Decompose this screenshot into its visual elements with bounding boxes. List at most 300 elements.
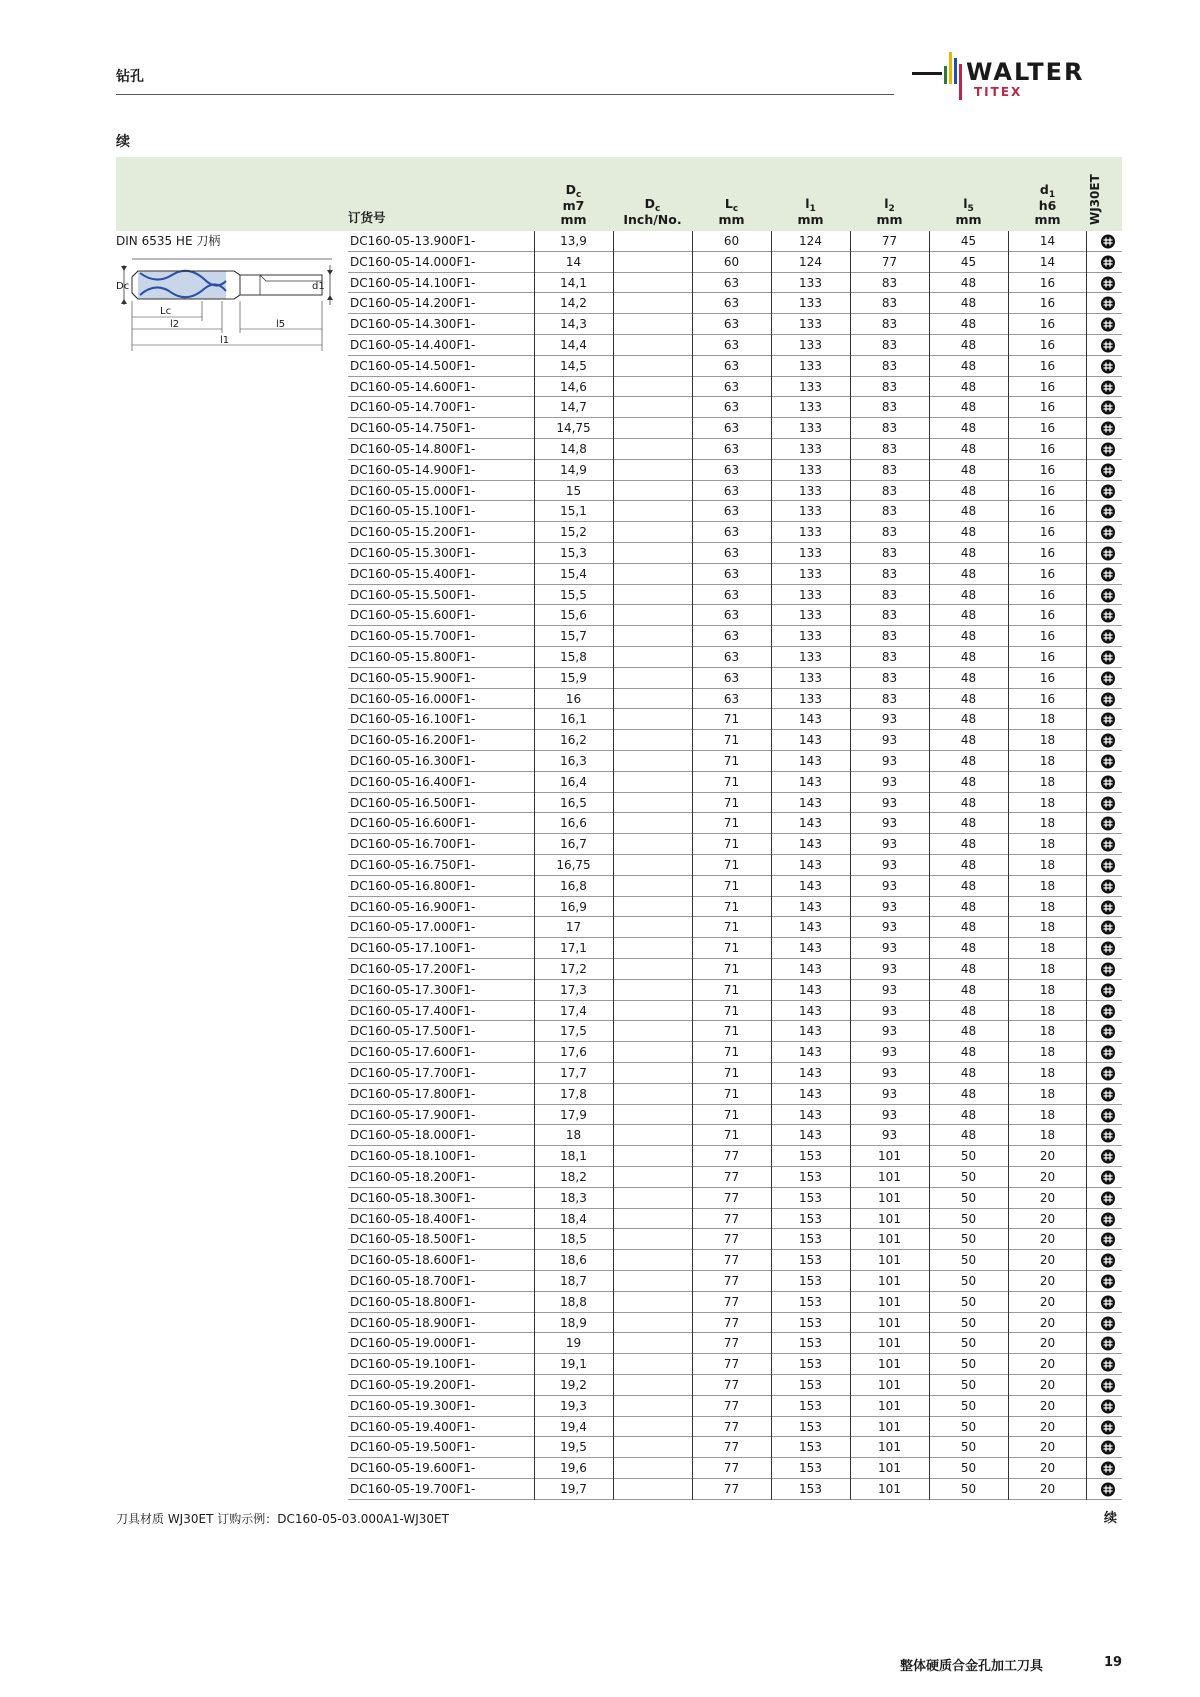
cell-lc: 60 (723, 234, 740, 248)
table-row (116, 897, 1122, 918)
cell-l1: 143 (799, 1003, 822, 1018)
stock-available-icon (1100, 1378, 1116, 1393)
column-divider (692, 231, 693, 1500)
cell-l2: 83 (881, 608, 898, 623)
logo-sub-text: TITEX (974, 85, 1023, 99)
cell-lc: 77 (723, 1274, 740, 1288)
cell-d1: 20 (1039, 1170, 1056, 1184)
cell-l2: 83 (881, 483, 898, 498)
cell-lc: 77 (723, 1315, 740, 1330)
cell-d1: 18 (1039, 712, 1056, 727)
cell-dc: 16,1 (560, 712, 587, 727)
cell-dc: 19,4 (560, 1419, 587, 1434)
stock-available-icon (1100, 983, 1116, 998)
table-row (116, 543, 1122, 564)
stock-available-icon (1100, 588, 1116, 603)
d1-tolerance: h6 (1038, 198, 1057, 213)
cell-l2: 93 (881, 1107, 898, 1122)
cell-d1: 18 (1039, 1086, 1056, 1101)
lc-subscript: c (732, 204, 739, 214)
col-header-dc-inch (613, 197, 692, 227)
cell-l5: 45 (960, 254, 977, 269)
cell-dc: 17,2 (560, 962, 587, 976)
cell-lc: 63 (723, 296, 740, 311)
cell-l2: 83 (881, 546, 898, 560)
stock-available-icon (1100, 671, 1116, 686)
cell-dc: 19,1 (560, 1357, 587, 1372)
table-row (116, 1292, 1122, 1313)
cell-dc: 19,6 (560, 1461, 587, 1476)
cell-l1: 133 (799, 296, 822, 311)
cell-dc: 18,9 (560, 1315, 587, 1330)
dci-symbol: D (644, 196, 656, 211)
cell-order-no: DC160-05-14.600F1- (350, 379, 476, 394)
cell-dc: 14,6 (560, 379, 587, 394)
cell-lc: 71 (723, 1086, 740, 1101)
cell-lc: 63 (723, 483, 740, 498)
cell-lc: 77 (723, 1253, 740, 1268)
cell-d1: 16 (1039, 504, 1056, 519)
cell-d1: 20 (1039, 1440, 1056, 1455)
cell-lc: 77 (723, 1419, 740, 1434)
lc-unit: mm (718, 212, 745, 227)
stock-available-icon (1100, 1336, 1116, 1351)
stock-available-icon (1100, 1232, 1116, 1247)
cell-l1: 133 (799, 317, 822, 332)
cell-l5: 48 (960, 275, 977, 290)
cell-l5: 48 (960, 1045, 977, 1060)
stock-available-icon (1100, 359, 1116, 374)
table-row (116, 959, 1122, 980)
cell-l1: 143 (799, 754, 822, 768)
walter-titex-logo (912, 44, 1122, 100)
cell-dc: 18,4 (560, 1211, 587, 1226)
stock-available-icon (1100, 1004, 1116, 1019)
continued-label: 续 (116, 134, 130, 150)
table-row (116, 1021, 1122, 1042)
cell-d1: 20 (1039, 1253, 1056, 1268)
cell-l2: 93 (881, 858, 898, 872)
cell-l1: 143 (799, 962, 822, 976)
cell-dc: 17,3 (560, 982, 587, 997)
cell-order-no: DC160-05-18.500F1- (350, 1232, 476, 1247)
cell-lc: 77 (723, 1232, 740, 1247)
cell-l1: 133 (799, 525, 822, 540)
cell-dc: 17 (565, 920, 582, 935)
cell-l2: 83 (881, 650, 898, 664)
cell-dc: 14 (565, 254, 582, 269)
stock-available-icon (1100, 1024, 1116, 1039)
l1-symbol: l (805, 196, 810, 211)
header-divider (116, 94, 894, 95)
cell-lc: 71 (723, 899, 740, 914)
cell-l2: 83 (881, 379, 898, 394)
drawing-label-d1: d1 (312, 281, 325, 292)
l2-unit: mm (876, 212, 903, 227)
cell-d1: 20 (1039, 1232, 1056, 1247)
l5-subscript: 5 (967, 204, 974, 214)
cell-l1: 153 (799, 1378, 822, 1392)
cell-dc: 18,8 (560, 1294, 587, 1309)
cell-l1: 143 (799, 982, 822, 997)
cell-order-no: DC160-05-15.500F1- (350, 587, 476, 602)
cell-d1: 18 (1039, 1107, 1056, 1122)
column-divider (1086, 231, 1087, 1500)
cell-order-no: DC160-05-15.600F1- (350, 608, 476, 623)
cell-l1: 143 (799, 941, 822, 956)
cell-dc: 17,5 (560, 1024, 587, 1039)
cell-l5: 48 (960, 400, 977, 415)
cell-l1: 143 (799, 1066, 822, 1080)
cell-l1: 133 (799, 400, 822, 415)
cell-l1: 133 (799, 629, 822, 644)
cell-d1: 20 (1039, 1190, 1056, 1205)
cell-l5: 48 (960, 733, 977, 748)
cell-l5: 50 (960, 1170, 977, 1184)
table-row (116, 689, 1122, 710)
cell-l5: 48 (960, 754, 977, 768)
table-row (116, 647, 1122, 668)
cell-l2: 83 (881, 587, 898, 602)
cell-l1: 133 (799, 587, 822, 602)
table-row (116, 1146, 1122, 1167)
cell-d1: 18 (1039, 1024, 1056, 1039)
cell-lc: 77 (723, 1211, 740, 1226)
cell-d1: 20 (1039, 1315, 1056, 1330)
stock-available-icon (1100, 712, 1116, 727)
cell-l2: 83 (881, 504, 898, 519)
cell-order-no: DC160-05-18.100F1- (350, 1149, 476, 1164)
cell-d1: 20 (1039, 1274, 1056, 1288)
table-row (116, 938, 1122, 959)
table-row (116, 252, 1122, 273)
cell-l5: 48 (960, 982, 977, 997)
cell-d1: 16 (1039, 670, 1056, 685)
cell-dc: 14,7 (560, 400, 587, 415)
drawing-label-dc: Dc (116, 281, 130, 292)
cell-l5: 50 (960, 1357, 977, 1372)
stock-available-icon (1100, 941, 1116, 956)
cell-l5: 48 (960, 962, 977, 976)
cell-lc: 71 (723, 962, 740, 976)
cell-lc: 71 (723, 1045, 740, 1060)
cell-lc: 63 (723, 546, 740, 560)
cell-lc: 71 (723, 1107, 740, 1122)
cell-l2: 83 (881, 442, 898, 456)
cell-d1: 18 (1039, 899, 1056, 914)
cell-l1: 143 (799, 795, 822, 810)
cell-d1: 18 (1039, 754, 1056, 768)
cell-l2: 101 (878, 1461, 901, 1476)
table-row (116, 1396, 1122, 1417)
cell-order-no: DC160-05-18.800F1- (350, 1294, 476, 1309)
cell-order-no: DC160-05-16.750F1- (350, 858, 476, 872)
cell-dc: 16,8 (560, 878, 587, 893)
table-row (116, 668, 1122, 689)
cell-l5: 48 (960, 858, 977, 872)
logo-brand-text: WALTER (966, 58, 1085, 86)
col-header-grade (1086, 157, 1118, 225)
table-row (116, 1437, 1122, 1458)
cell-lc: 63 (723, 442, 740, 456)
cell-d1: 16 (1039, 296, 1056, 311)
stock-available-icon (1100, 629, 1116, 644)
cell-lc: 71 (723, 795, 740, 810)
cell-l1: 153 (799, 1190, 822, 1205)
cell-dc: 15,6 (560, 608, 587, 623)
cell-dc: 16,4 (560, 774, 587, 789)
table-row (116, 335, 1122, 356)
table-row (116, 377, 1122, 398)
table-row (116, 1209, 1122, 1230)
cell-lc: 63 (723, 525, 740, 540)
order-example-note: 刀具材质 WJ30ET 订购示例：DC160-05-03.000A1-WJ30ET (116, 1512, 449, 1526)
cell-l5: 48 (960, 1024, 977, 1039)
table-body (116, 231, 1122, 1500)
stock-available-icon (1100, 1108, 1116, 1123)
cell-dc: 17,1 (560, 941, 587, 956)
stock-available-icon (1100, 775, 1116, 790)
cell-order-no: DC160-05-14.700F1- (350, 400, 476, 415)
table-row (116, 460, 1122, 481)
d1-subscript: 1 (1048, 190, 1056, 200)
cell-order-no: DC160-05-15.200F1- (350, 525, 476, 540)
cell-dc: 14,4 (560, 338, 587, 352)
cell-l1: 153 (799, 1253, 822, 1268)
cell-lc: 71 (723, 816, 740, 831)
cell-l2: 93 (881, 754, 898, 768)
cell-l5: 48 (960, 421, 977, 436)
cell-l2: 93 (881, 733, 898, 748)
cell-l5: 50 (960, 1482, 977, 1496)
cell-l1: 153 (799, 1398, 822, 1413)
stock-available-icon (1100, 1295, 1116, 1310)
cell-order-no: DC160-05-19.700F1- (350, 1482, 476, 1496)
cell-d1: 20 (1039, 1357, 1056, 1372)
cell-dc: 16,5 (560, 795, 587, 810)
cell-l5: 45 (960, 234, 977, 248)
row-divider (348, 1499, 1122, 1500)
cell-lc: 71 (723, 733, 740, 748)
cell-dc: 18,1 (560, 1149, 587, 1164)
cell-order-no: DC160-05-14.300F1- (350, 317, 476, 332)
table-row (116, 564, 1122, 585)
table-row (116, 709, 1122, 730)
table-row (116, 855, 1122, 876)
cell-l1: 143 (799, 920, 822, 935)
cell-order-no: DC160-05-14.500F1- (350, 358, 476, 373)
cell-d1: 16 (1039, 525, 1056, 540)
stock-available-icon (1100, 754, 1116, 769)
cell-lc: 63 (723, 587, 740, 602)
cell-l5: 50 (960, 1440, 977, 1455)
col-header-l1 (771, 197, 850, 227)
cell-dc: 15,1 (560, 504, 587, 519)
cell-lc: 71 (723, 754, 740, 768)
stock-available-icon (1100, 442, 1116, 457)
cell-l5: 48 (960, 525, 977, 540)
cell-lc: 63 (723, 608, 740, 623)
column-divider (929, 231, 930, 1500)
cell-l5: 48 (960, 442, 977, 456)
stock-available-icon (1100, 608, 1116, 623)
stock-available-icon (1100, 421, 1116, 436)
stock-available-icon (1100, 504, 1116, 519)
cell-lc: 63 (723, 504, 740, 519)
cell-order-no: DC160-05-17.000F1- (350, 920, 476, 935)
col-header-l5 (929, 197, 1008, 227)
cell-l1: 133 (799, 566, 822, 581)
stock-available-icon (1100, 920, 1116, 935)
cell-order-no: DC160-05-15.100F1- (350, 504, 476, 519)
cell-dc: 15,7 (560, 629, 587, 644)
cell-l2: 101 (878, 1232, 901, 1247)
cell-d1: 16 (1039, 442, 1056, 456)
cell-d1: 16 (1039, 691, 1056, 706)
table-row (116, 980, 1122, 1001)
cell-d1: 16 (1039, 379, 1056, 394)
stock-available-icon (1100, 380, 1116, 395)
cell-order-no: DC160-05-18.900F1- (350, 1315, 476, 1330)
cell-l5: 50 (960, 1211, 977, 1226)
cell-l2: 83 (881, 566, 898, 581)
cell-d1: 18 (1039, 1003, 1056, 1018)
table-row (116, 876, 1122, 897)
cell-lc: 60 (723, 254, 740, 269)
d1-symbol: d (1039, 182, 1049, 197)
col-header-dc (534, 183, 613, 227)
table-row (116, 751, 1122, 772)
stock-available-icon (1100, 1128, 1116, 1143)
cell-d1: 20 (1039, 1149, 1056, 1164)
cell-lc: 77 (723, 1398, 740, 1413)
cell-l2: 83 (881, 525, 898, 540)
cell-l5: 48 (960, 878, 977, 893)
cell-d1: 20 (1039, 1378, 1056, 1392)
cell-l2: 93 (881, 816, 898, 831)
cell-l2: 101 (878, 1398, 901, 1413)
cell-d1: 14 (1039, 234, 1056, 248)
stock-available-icon (1100, 296, 1116, 311)
l1-unit: mm (797, 212, 824, 227)
cell-order-no: DC160-05-16.700F1- (350, 837, 476, 852)
cell-d1: 18 (1039, 1066, 1056, 1080)
cell-dc: 15,2 (560, 525, 587, 540)
cell-l2: 93 (881, 1086, 898, 1101)
cell-dc: 14,75 (556, 421, 591, 436)
cell-l2: 83 (881, 317, 898, 332)
cell-l1: 153 (799, 1294, 822, 1309)
cell-lc: 63 (723, 358, 740, 373)
cell-l5: 48 (960, 670, 977, 685)
cell-order-no: DC160-05-17.400F1- (350, 1003, 476, 1018)
grade-label: WJ30ET (1088, 174, 1102, 225)
cell-dc: 15,4 (560, 566, 587, 581)
cell-order-no: DC160-05-15.300F1- (350, 546, 476, 560)
cell-l5: 50 (960, 1336, 977, 1351)
stock-available-icon (1100, 837, 1116, 852)
cell-dc: 17,4 (560, 1003, 587, 1018)
cell-lc: 63 (723, 317, 740, 332)
cell-dc: 15,5 (560, 587, 587, 602)
cell-dc: 19,2 (560, 1378, 587, 1392)
cell-l5: 48 (960, 504, 977, 519)
cell-lc: 77 (723, 1357, 740, 1372)
cell-dc: 17,7 (560, 1066, 587, 1080)
cell-l1: 153 (799, 1149, 822, 1164)
stock-available-icon (1100, 796, 1116, 811)
cell-d1: 16 (1039, 338, 1056, 352)
cell-lc: 77 (723, 1461, 740, 1476)
cell-d1: 18 (1039, 733, 1056, 748)
table-row (116, 501, 1122, 522)
col-header-l2 (850, 197, 929, 227)
cell-order-no: DC160-05-17.600F1- (350, 1045, 476, 1060)
cell-l2: 101 (878, 1315, 901, 1330)
stock-available-icon (1100, 650, 1116, 665)
cell-dc: 16,2 (560, 733, 587, 748)
cell-l5: 48 (960, 1107, 977, 1122)
cell-dc: 17,6 (560, 1045, 587, 1060)
cell-d1: 18 (1039, 1128, 1056, 1143)
l2-symbol: l (884, 196, 889, 211)
stock-available-icon (1100, 484, 1116, 499)
column-divider (850, 231, 851, 1500)
cell-d1: 16 (1039, 650, 1056, 664)
cell-order-no: DC160-05-18.700F1- (350, 1274, 476, 1288)
cell-l5: 48 (960, 629, 977, 644)
cell-d1: 16 (1039, 358, 1056, 373)
dc-unit: mm (560, 212, 587, 227)
cell-lc: 71 (723, 1003, 740, 1018)
cell-dc: 16,3 (560, 754, 587, 768)
cell-l2: 83 (881, 296, 898, 311)
cell-l1: 143 (799, 816, 822, 831)
table-row (116, 1417, 1122, 1438)
cell-dc: 13,9 (560, 234, 587, 248)
cell-lc: 71 (723, 920, 740, 935)
dc-tolerance: m7 (562, 198, 585, 213)
d1-unit: mm (1034, 212, 1061, 227)
cell-l5: 48 (960, 816, 977, 831)
cell-l2: 83 (881, 275, 898, 290)
cell-l2: 77 (881, 234, 898, 248)
table-row (116, 418, 1122, 439)
table-row (116, 1479, 1122, 1500)
cell-l5: 50 (960, 1232, 977, 1247)
cell-order-no: DC160-05-14.800F1- (350, 442, 476, 456)
cell-l5: 50 (960, 1378, 977, 1392)
l2-subscript: 2 (888, 204, 895, 214)
dc-subscript: c (576, 190, 582, 200)
stock-available-icon (1100, 1087, 1116, 1102)
cell-l2: 101 (878, 1274, 901, 1288)
cell-l5: 48 (960, 379, 977, 394)
cell-lc: 71 (723, 982, 740, 997)
cell-l5: 48 (960, 566, 977, 581)
cell-l5: 48 (960, 795, 977, 810)
cell-order-no: DC160-05-16.200F1- (350, 733, 476, 748)
cell-d1: 18 (1039, 962, 1056, 976)
cell-dc: 14,1 (560, 275, 587, 290)
cell-l1: 133 (799, 379, 822, 394)
cell-order-no: DC160-05-15.800F1- (350, 650, 476, 664)
cell-l1: 143 (799, 878, 822, 893)
cell-l2: 93 (881, 774, 898, 789)
cell-l1: 133 (799, 504, 822, 519)
cell-l2: 93 (881, 920, 898, 935)
cell-l1: 153 (799, 1482, 822, 1496)
